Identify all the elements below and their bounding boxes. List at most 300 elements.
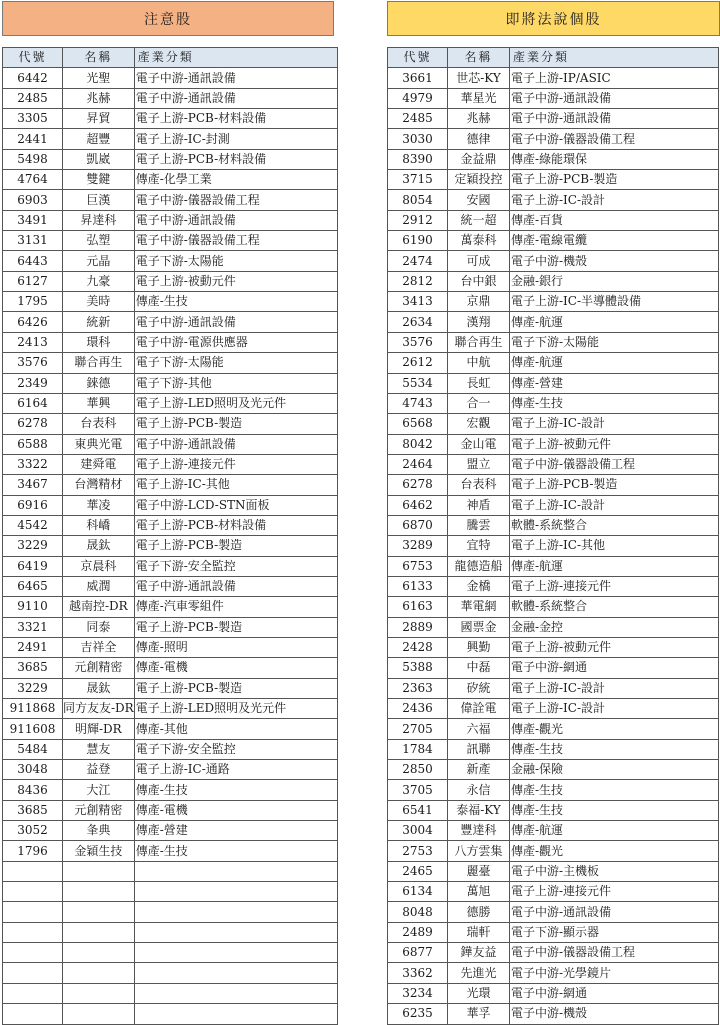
table-row [388, 943, 719, 963]
table-row [388, 637, 719, 657]
industry-cell: 電子中游-通訊設備 [134, 210, 337, 230]
upcoming-table-body [388, 68, 719, 1024]
table-row [388, 454, 719, 474]
industry-cell: 電子下游-太陽能 [134, 353, 337, 373]
table-row [388, 68, 719, 88]
industry-cell [134, 902, 337, 922]
stock-code-cell: 5498 [3, 149, 63, 169]
stock-name-cell: 訊聯 [448, 739, 510, 759]
table-row [388, 861, 719, 881]
table-row [3, 943, 338, 963]
table-row [3, 841, 338, 861]
table-row [388, 617, 719, 637]
industry-cell: 電子下游-顯示器 [510, 922, 719, 942]
industry-cell: 電子上游-IP/ASIC [510, 68, 719, 88]
table-row [388, 556, 719, 576]
industry-cell: 電子上游-IC-封測 [134, 129, 337, 149]
stock-code-cell: 911868 [3, 699, 63, 719]
table-row [3, 658, 338, 678]
stock-code-cell: 3229 [3, 536, 63, 556]
stock-code-cell: 2634 [388, 312, 448, 332]
industry-cell: 電子上游-IC-設計 [510, 414, 719, 434]
stock-name-cell: 矽統 [448, 678, 510, 698]
stock-name-cell: 夆典 [63, 821, 135, 841]
stock-name-cell: 元晶 [63, 251, 135, 271]
industry-cell: 電子上游-PCB-製造 [134, 678, 337, 698]
stock-name-cell: 萬泰科 [448, 231, 510, 251]
stock-code-cell: 3004 [388, 821, 448, 841]
stock-code-cell: 5484 [3, 739, 63, 759]
stock-name-cell: 金橋 [448, 576, 510, 596]
stock-code-cell: 2889 [388, 617, 448, 637]
industry-cell: 傳產-百貨 [510, 210, 719, 230]
stock-name-cell: 國票金 [448, 617, 510, 637]
industry-cell: 電子上游-IC-設計 [510, 678, 719, 698]
table-row [388, 312, 719, 332]
stock-name-cell [63, 1004, 135, 1024]
industry-cell: 電子上游-PCB-製造 [510, 170, 719, 190]
stock-code-cell [3, 861, 63, 881]
stock-name-cell: 台表科 [448, 475, 510, 495]
industry-cell: 電子中游-儀器設備工程 [510, 454, 719, 474]
industry-cell: 電子中游-通訊設備 [510, 109, 719, 129]
table-row [388, 190, 719, 210]
table-row [3, 109, 338, 129]
table-row [388, 129, 719, 149]
industry-cell: 金融-金控 [510, 617, 719, 637]
industry-cell: 傳產-營建 [134, 821, 337, 841]
stock-name-cell: 金益鼎 [448, 149, 510, 169]
stock-name-cell [63, 902, 135, 922]
industry-cell: 電子中游-網通 [510, 983, 719, 1003]
stock-code-cell: 6568 [388, 414, 448, 434]
table-row [388, 800, 719, 820]
stock-name-cell [63, 963, 135, 983]
stock-code-cell: 6278 [388, 475, 448, 495]
stock-name-cell: 元創精密 [63, 658, 135, 678]
stock-code-cell: 6419 [3, 556, 63, 576]
industry-cell: 金融-保險 [510, 760, 719, 780]
table-row [388, 983, 719, 1003]
table-row [388, 922, 719, 942]
industry-cell: 電子中游-機殼 [510, 1004, 719, 1024]
industry-cell: 傳產-電機 [134, 658, 337, 678]
stock-name-cell: 金山電 [448, 434, 510, 454]
table-row [388, 882, 719, 902]
table-row [388, 414, 719, 434]
stock-code-cell: 3685 [3, 800, 63, 820]
stock-code-cell: 5388 [388, 658, 448, 678]
table-row [388, 739, 719, 759]
table-row [3, 495, 338, 515]
stock-name-cell: 華星光 [448, 88, 510, 108]
table-row [388, 88, 719, 108]
industry-cell: 電子中游-儀器設備工程 [134, 231, 337, 251]
industry-cell: 電子上游-LED照明及光元件 [134, 699, 337, 719]
table-row [3, 353, 338, 373]
industry-cell: 電子上游-IC-設計 [510, 190, 719, 210]
industry-cell: 電子中游-光學鏡片 [510, 963, 719, 983]
table-row [3, 902, 338, 922]
table-row [3, 719, 338, 739]
stock-code-cell: 2363 [388, 678, 448, 698]
stock-code-cell: 3289 [388, 536, 448, 556]
stock-name-cell: 定穎投控 [448, 170, 510, 190]
stock-code-cell: 8042 [388, 434, 448, 454]
table-row [3, 760, 338, 780]
stock-name-cell: 兆赫 [448, 109, 510, 129]
stock-code-cell: 6278 [3, 414, 63, 434]
stock-code-cell: 6753 [388, 556, 448, 576]
industry-cell: 金融-銀行 [510, 271, 719, 291]
table-row [3, 637, 338, 657]
stock-name-cell: 龍德造船 [448, 556, 510, 576]
stock-code-cell: 6588 [3, 434, 63, 454]
industry-cell: 電子上游-PCB-材料設備 [134, 515, 337, 535]
industry-cell [134, 922, 337, 942]
table-row [388, 109, 719, 129]
industry-cell: 電子上游-連接元件 [510, 882, 719, 902]
stock-name-cell: 偉詮電 [448, 699, 510, 719]
stock-code-cell: 2436 [388, 699, 448, 719]
table-row [3, 312, 338, 332]
table-row [3, 373, 338, 393]
stock-code-cell [3, 963, 63, 983]
table-row [388, 475, 719, 495]
stock-code-cell: 6190 [388, 231, 448, 251]
stock-code-cell: 6426 [3, 312, 63, 332]
table-row [3, 780, 338, 800]
upcoming-briefing-table [387, 47, 719, 1025]
stock-name-cell: 科嶠 [63, 515, 135, 535]
stock-code-cell: 2465 [388, 861, 448, 881]
table-row [3, 922, 338, 942]
table-row [3, 861, 338, 881]
industry-cell: 電子上游-IC-通路 [134, 760, 337, 780]
stock-code-cell: 2474 [388, 251, 448, 271]
stock-code-cell: 2489 [388, 922, 448, 942]
industry-cell: 傳產-生技 [510, 739, 719, 759]
industry-cell: 傳產-生技 [510, 393, 719, 413]
industry-cell: 電子上游-PCB-製造 [510, 475, 719, 495]
stock-name-cell: 興勤 [448, 637, 510, 657]
industry-cell: 傳產-生技 [134, 780, 337, 800]
column-header-name: 名稱 [63, 48, 135, 68]
table-row [3, 68, 338, 88]
stock-code-cell: 2428 [388, 637, 448, 657]
industry-cell: 電子中游-主機板 [510, 861, 719, 881]
industry-cell: 電子中游-通訊設備 [134, 88, 337, 108]
industry-cell: 電子中游-通訊設備 [134, 312, 337, 332]
stock-code-cell: 2612 [388, 353, 448, 373]
stock-code-cell: 3715 [388, 170, 448, 190]
stock-code-cell: 6443 [3, 251, 63, 271]
stock-code-cell: 2485 [388, 109, 448, 129]
stock-code-cell: 6870 [388, 515, 448, 535]
industry-cell: 傳產-其他 [134, 719, 337, 739]
table-row [3, 434, 338, 454]
stock-name-cell: 大江 [63, 780, 135, 800]
industry-cell [134, 963, 337, 983]
table-row [388, 292, 719, 312]
table-row [3, 129, 338, 149]
stock-name-cell [63, 943, 135, 963]
stock-code-cell: 4979 [388, 88, 448, 108]
stock-code-cell: 8436 [3, 780, 63, 800]
table-row [3, 149, 338, 169]
table-row [388, 515, 719, 535]
stock-name-cell: 明輝-DR [63, 719, 135, 739]
stock-name-cell: 元創精密 [63, 800, 135, 820]
table-row [3, 251, 338, 271]
industry-cell: 傳產-生技 [510, 780, 719, 800]
stock-name-cell: 巨漢 [63, 190, 135, 210]
table-row [3, 983, 338, 1003]
stock-code-cell: 6465 [3, 576, 63, 596]
industry-cell: 電子下游-其他 [134, 373, 337, 393]
stock-name-cell: 晟鈦 [63, 678, 135, 698]
industry-cell: 電子上游-連接元件 [510, 576, 719, 596]
stock-code-cell: 3048 [3, 760, 63, 780]
stock-name-cell: 可成 [448, 251, 510, 271]
stock-code-cell: 3131 [3, 231, 63, 251]
column-header-name: 名稱 [448, 48, 510, 68]
industry-cell: 電子中游-電源供應器 [134, 332, 337, 352]
stock-name-cell: 金穎生技 [63, 841, 135, 861]
industry-cell: 傳產-電線電纜 [510, 231, 719, 251]
stock-code-cell: 6903 [3, 190, 63, 210]
industry-cell: 傳產-綠能環保 [510, 149, 719, 169]
industry-cell: 電子中游-機殼 [510, 251, 719, 271]
industry-cell: 電子中游-通訊設備 [134, 68, 337, 88]
stock-code-cell: 4764 [3, 170, 63, 190]
industry-cell: 電子上游-PCB-製造 [134, 617, 337, 637]
stock-code-cell: 3413 [388, 292, 448, 312]
attention-table-body [3, 68, 338, 1024]
stock-code-cell: 1796 [3, 841, 63, 861]
table-row [388, 536, 719, 556]
industry-cell: 傳產-生技 [134, 841, 337, 861]
industry-cell: 軟體-系統整合 [510, 515, 719, 535]
table-row [3, 800, 338, 820]
industry-cell [134, 882, 337, 902]
table-row [3, 536, 338, 556]
table-row [388, 231, 719, 251]
stock-code-cell: 6163 [388, 597, 448, 617]
table-row [388, 963, 719, 983]
stock-name-cell: 八方雲集 [448, 841, 510, 861]
table-row [3, 475, 338, 495]
industry-cell: 電子上游-連接元件 [134, 454, 337, 474]
industry-cell [134, 1004, 337, 1024]
stock-name-cell: 泰福-KY [448, 800, 510, 820]
stock-name-cell: 安國 [448, 190, 510, 210]
table-row [388, 821, 719, 841]
industry-cell: 電子上游-被動元件 [510, 434, 719, 454]
industry-cell: 電子中游-通訊設備 [134, 576, 337, 596]
industry-cell: 電子中游-網通 [510, 658, 719, 678]
stock-code-cell [3, 902, 63, 922]
stock-name-cell: 兆赫 [63, 88, 135, 108]
stock-code-cell: 6127 [3, 271, 63, 291]
table-row [3, 1004, 338, 1024]
stock-name-cell: 德勝 [448, 902, 510, 922]
table-row [388, 841, 719, 861]
column-header-code: 代號 [3, 48, 63, 68]
table-row [388, 210, 719, 230]
stock-name-cell: 新產 [448, 760, 510, 780]
industry-cell: 傳產-照明 [134, 637, 337, 657]
industry-cell: 電子中游-通訊設備 [510, 902, 719, 922]
stock-name-cell: 吉祥全 [63, 637, 135, 657]
stock-code-cell [3, 922, 63, 942]
table-row [388, 719, 719, 739]
stock-code-cell [3, 943, 63, 963]
stock-name-cell: 華興 [63, 393, 135, 413]
column-header-industry: 產業分類 [510, 48, 719, 68]
stock-code-cell: 3705 [388, 780, 448, 800]
stock-code-cell: 3305 [3, 109, 63, 129]
industry-cell [134, 983, 337, 1003]
table-row [3, 332, 338, 352]
stock-name-cell: 神盾 [448, 495, 510, 515]
stock-name-cell: 中航 [448, 353, 510, 373]
stock-code-cell: 3467 [3, 475, 63, 495]
stock-code-cell: 2812 [388, 271, 448, 291]
stock-code-cell: 6877 [388, 943, 448, 963]
industry-cell: 傳產-電機 [134, 800, 337, 820]
industry-cell: 電子上游-被動元件 [134, 271, 337, 291]
stock-name-cell: 聯合再生 [448, 332, 510, 352]
stock-code-cell: 6541 [388, 800, 448, 820]
stock-name-cell: 晟鈦 [63, 536, 135, 556]
stock-name-cell [63, 922, 135, 942]
stock-code-cell: 3362 [388, 963, 448, 983]
stock-name-cell: 九豪 [63, 271, 135, 291]
stock-code-cell: 3234 [388, 983, 448, 1003]
table-row [388, 658, 719, 678]
industry-cell: 傳產-航運 [510, 353, 719, 373]
table-row [3, 231, 338, 251]
industry-cell: 電子上游-LED照明及光元件 [134, 393, 337, 413]
column-header-code: 代號 [388, 48, 448, 68]
stock-name-cell: 華孚 [448, 1004, 510, 1024]
stock-name-cell: 鏵友益 [448, 943, 510, 963]
stock-name-cell: 京鼎 [448, 292, 510, 312]
stock-code-cell: 2349 [3, 373, 63, 393]
stock-name-cell: 中磊 [448, 658, 510, 678]
stock-code-cell [3, 882, 63, 902]
table-row [388, 393, 719, 413]
industry-cell: 電子中游-通訊設備 [134, 434, 337, 454]
stock-code-cell: 9110 [3, 597, 63, 617]
industry-cell: 傳產-觀光 [510, 719, 719, 739]
table-row [388, 699, 719, 719]
stock-code-cell: 4542 [3, 515, 63, 535]
table-row [3, 454, 338, 474]
column-header-industry: 產業分類 [134, 48, 337, 68]
stock-code-cell: 2912 [388, 210, 448, 230]
table-row [3, 882, 338, 902]
stock-name-cell: 美時 [63, 292, 135, 312]
stock-code-cell: 3661 [388, 68, 448, 88]
table-row [3, 678, 338, 698]
header-attention-stocks [2, 1, 334, 36]
table-row [3, 739, 338, 759]
stock-code-cell: 2485 [3, 88, 63, 108]
stock-name-cell: 威潤 [63, 576, 135, 596]
table-row [3, 170, 338, 190]
stock-name-cell: 盟立 [448, 454, 510, 474]
stock-name-cell: 長虹 [448, 373, 510, 393]
table-row [388, 170, 719, 190]
industry-cell: 電子下游-安全監控 [134, 556, 337, 576]
stock-name-cell: 光環 [448, 983, 510, 1003]
table-row [388, 678, 719, 698]
table-row [388, 760, 719, 780]
stock-code-cell: 4743 [388, 393, 448, 413]
stock-name-cell: 同方友友-DR [63, 699, 135, 719]
stock-code-cell: 3491 [3, 210, 63, 230]
stock-name-cell: 京晨科 [63, 556, 135, 576]
stock-code-cell: 3229 [3, 678, 63, 698]
stock-name-cell: 台表科 [63, 414, 135, 434]
industry-cell: 傳產-生技 [510, 800, 719, 820]
stock-code-cell: 1784 [388, 739, 448, 759]
stock-code-cell: 6164 [3, 393, 63, 413]
stock-code-cell: 3030 [388, 129, 448, 149]
stock-name-cell: 昇貿 [63, 109, 135, 129]
table-row [3, 393, 338, 413]
industry-cell: 電子下游-太陽能 [134, 251, 337, 271]
industry-cell: 電子中游-通訊設備 [510, 88, 719, 108]
stock-name-cell: 德律 [448, 129, 510, 149]
industry-cell: 電子中游-儀器設備工程 [510, 129, 719, 149]
stock-name-cell: 瑞軒 [448, 922, 510, 942]
industry-cell: 電子上游-IC-設計 [510, 699, 719, 719]
header-upcoming-label: 即將法說個股 [505, 11, 602, 28]
industry-cell: 傳產-航運 [510, 556, 719, 576]
stock-name-cell [63, 861, 135, 881]
stock-code-cell [3, 1004, 63, 1024]
stock-name-cell: 豐達科 [448, 821, 510, 841]
stock-name-cell: 台灣精材 [63, 475, 135, 495]
table-row [3, 292, 338, 312]
stock-name-cell: 統一超 [448, 210, 510, 230]
stock-code-cell: 2413 [3, 332, 63, 352]
stock-name-cell: 麗臺 [448, 861, 510, 881]
industry-cell: 電子上游-IC-設計 [510, 495, 719, 515]
stock-name-cell: 同泰 [63, 617, 135, 637]
stock-name-cell: 昇達科 [63, 210, 135, 230]
industry-cell: 電子上游-PCB-材料設備 [134, 149, 337, 169]
stock-code-cell: 2850 [388, 760, 448, 780]
stock-name-cell: 凱崴 [63, 149, 135, 169]
stock-code-cell: 1795 [3, 292, 63, 312]
industry-cell: 電子下游-安全監控 [134, 739, 337, 759]
table-row [3, 963, 338, 983]
table-row [3, 617, 338, 637]
stock-code-cell: 8048 [388, 902, 448, 922]
industry-cell: 傳產-航運 [510, 312, 719, 332]
stock-name-cell: 世芯-KY [448, 68, 510, 88]
industry-cell: 傳產-營建 [510, 373, 719, 393]
stock-code-cell: 2705 [388, 719, 448, 739]
table-row [3, 515, 338, 535]
stock-name-cell: 環科 [63, 332, 135, 352]
industry-cell: 傳產-汽車零組件 [134, 597, 337, 617]
stock-name-cell: 萬旭 [448, 882, 510, 902]
